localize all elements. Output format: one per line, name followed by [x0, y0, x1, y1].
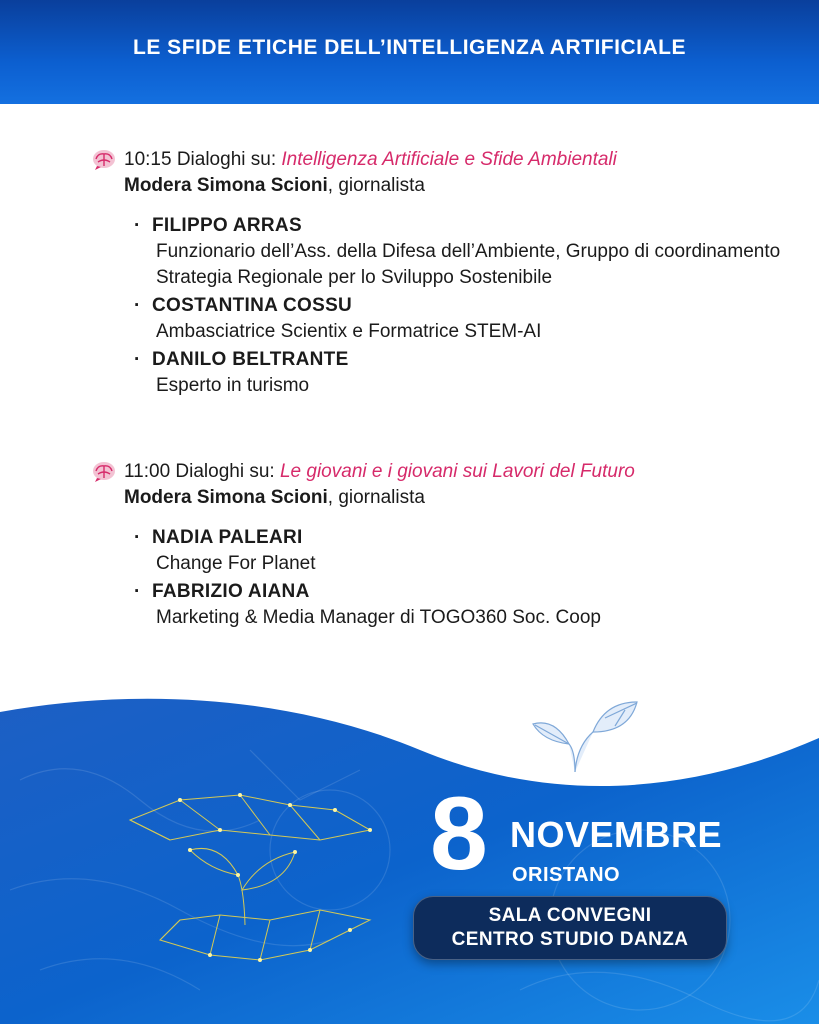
speaker-name: FILIPPO ARRAS	[152, 215, 302, 236]
list-item	[134, 213, 792, 291]
speaker-name: DANILO BELTRANTE	[152, 349, 349, 370]
session-time: 11:00 Dialoghi su:	[124, 461, 280, 482]
moderator-role: , giornalista	[327, 487, 425, 508]
event-month: NOVEMBRE	[510, 814, 723, 855]
event-city: ORISTANO	[512, 864, 621, 886]
session-topic: Intelligenza Artificiale e Sfide Ambientali	[281, 149, 617, 170]
bullet-icon: ·	[134, 349, 141, 370]
brain-icon	[92, 149, 116, 171]
speaker-role: Funzionario dell’Ass. della Difesa dell’Ambiente, Gruppo di coordinamento Strategia Regionale per lo Sviluppo Sostenibile	[156, 241, 781, 288]
list-item	[134, 579, 792, 631]
speaker-name: FABRIZIO AIANA	[152, 581, 310, 602]
list-item	[134, 293, 792, 345]
bullet-icon: ·	[134, 581, 141, 602]
speaker-role: Marketing & Media Manager di TOGO360 Soc. Coop	[156, 607, 601, 628]
bullet-icon: ·	[134, 295, 141, 316]
session-time: 10:15 Dialoghi su:	[124, 149, 282, 170]
brain-icon	[92, 461, 116, 483]
sprout-icon	[525, 696, 645, 776]
header-banner	[0, 0, 819, 104]
bullet-icon: ·	[134, 215, 141, 236]
session-1	[92, 147, 792, 401]
speaker-name: COSTANTINA COSSU	[152, 295, 353, 316]
speaker-name: NADIA PALEARI	[152, 527, 303, 548]
session-2	[92, 459, 792, 633]
speaker-list	[134, 525, 792, 631]
speaker-role: Ambasciatrice Scientix e Formatrice STEM-AI	[156, 321, 542, 342]
hands-plant-icon	[120, 780, 390, 980]
list-item	[134, 347, 792, 399]
event-day: 8	[430, 776, 488, 892]
session-header	[92, 459, 792, 511]
list-item	[134, 525, 792, 577]
session-header	[92, 147, 792, 199]
speaker-role: Change For Planet	[156, 553, 316, 574]
bullet-icon: ·	[134, 527, 141, 548]
venue-badge	[413, 896, 727, 960]
session-topic: Le giovani e i giovani sui Lavori del Futuro	[279, 461, 635, 482]
speaker-role: Esperto in turismo	[156, 375, 310, 396]
moderator-role: , giornalista	[327, 175, 425, 196]
moderator-name: Modera Simona Scioni	[124, 175, 328, 196]
speaker-list	[134, 213, 792, 399]
page-title: LE SFIDE ETICHE DELL’INTELLIGENZA ARTIFICIALE	[133, 36, 686, 59]
moderator-name: Modera Simona Scioni	[124, 487, 328, 508]
venue-line-1: SALA CONVEGNI	[488, 905, 652, 926]
venue-line-2: CENTRO STUDIO DANZA	[451, 929, 689, 950]
